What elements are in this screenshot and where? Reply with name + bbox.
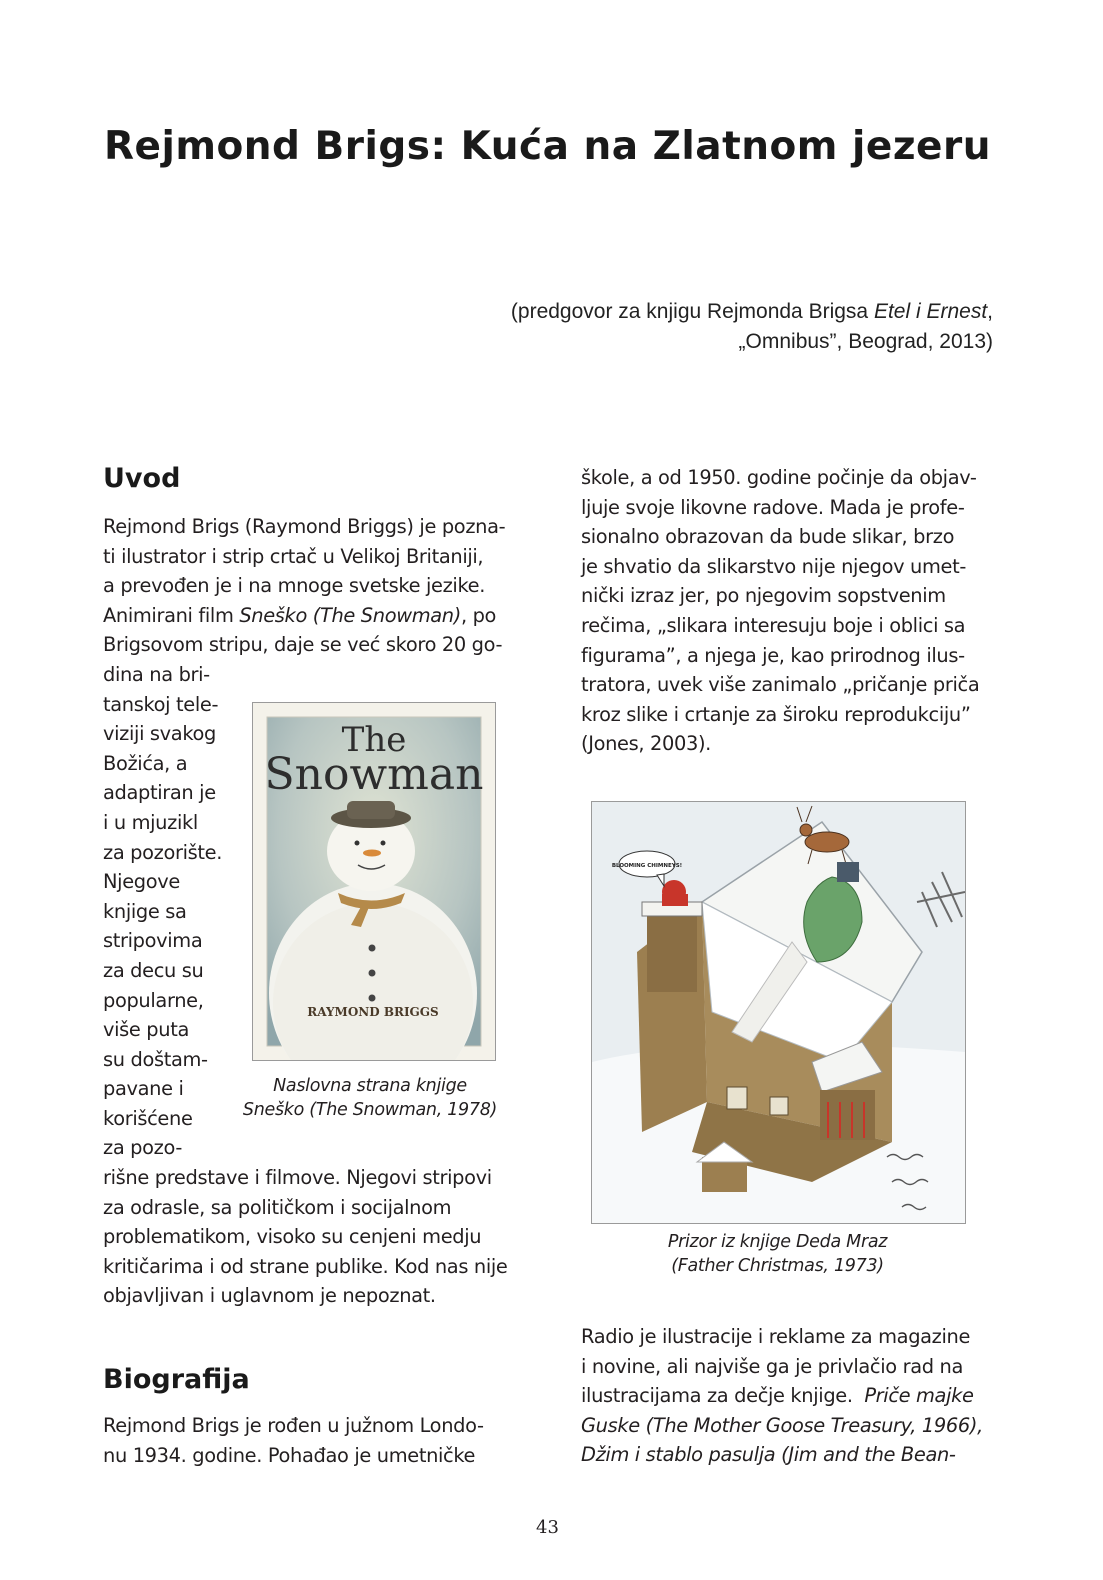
text-line: ilustracijama za dečje knjige. Priče majke <box>581 1384 974 1408</box>
text-line: Rejmond Brigs (Raymond Briggs) je pozna- <box>103 515 506 538</box>
page-title: Rejmond Brigs: Kuća na Zlatnom jezeru <box>104 124 991 169</box>
text-line: pavane i <box>103 1077 184 1101</box>
figure2-caption <box>581 1230 974 1278</box>
figure1-caption <box>240 1074 500 1122</box>
text-line: kroz slike i crtanje za široku reprodukciju” <box>581 702 971 726</box>
text-line: stripovima <box>103 929 203 953</box>
figure1-caption-line2: Sneško (The Snowman, 1978) <box>242 1100 498 1120</box>
figure2-caption-line2: (Father Christmas, 1973) <box>671 1256 884 1276</box>
text-line: Radio je ilustracije i reklame za magazine <box>581 1325 971 1348</box>
speech-bubble-text: BLOOMING CHIMNEYS! <box>611 863 683 869</box>
text-line: korišćene <box>103 1106 193 1130</box>
text-line: nu 1934. godine. Pohađao je umetničke <box>103 1443 476 1467</box>
biography-paragraph <box>103 1411 533 1470</box>
text-line: ljuje svoje likovne radove. Mada je profe- <box>581 495 965 519</box>
subtitle-publisher: „Omnibus”, Beograd, 2013) <box>738 330 993 353</box>
text-line: nički izraz jer, po njegovim sopstvenim <box>581 584 946 608</box>
text-line: za pozorište. <box>103 840 223 864</box>
cover-title-snowman: Snowman <box>264 749 484 800</box>
text-line: Božića, a <box>103 751 188 775</box>
text-line: je shvatio da slikarstvo nije njegov umet- <box>581 554 967 578</box>
text-line: više puta <box>103 1018 189 1042</box>
text-line: tanskoj tele- <box>103 692 219 716</box>
text-line: objavljivan i uglavnom je nepoznat. <box>103 1284 436 1308</box>
text-line: sionalno obrazovan da bude slikar, brzo <box>581 525 955 549</box>
text-line: popularne, <box>103 988 204 1012</box>
text-line: ti ilustrator i strip crtač u Velikoj Britaniji, <box>103 544 484 568</box>
text-line: knjige sa <box>103 899 187 923</box>
text-line: za pozo- <box>103 1136 182 1160</box>
intro-heading: Uvod <box>103 463 181 494</box>
text-line: i novine, ali najviše ga je privlačio rad na <box>581 1354 963 1378</box>
text-line: rišne predstave i filmove. Njegovi stripovi <box>103 1166 492 1190</box>
figure2-caption-line1: Prizor iz knjige Deda Mraz <box>667 1232 888 1252</box>
text-line: figurama”, a njega je, kao prirodnog ilus- <box>581 643 965 667</box>
text-line: i u mjuzikl <box>103 810 198 834</box>
father-christmas-image <box>591 801 966 1224</box>
cover-title-the: The <box>341 720 407 760</box>
text-line: Njegove <box>103 870 180 894</box>
text-line: za odrasle, sa političkom i socijalnom <box>103 1195 452 1219</box>
snowman-cover-art <box>253 703 495 1060</box>
text-line: viziji svakog <box>103 722 216 746</box>
snowman-title-italic: Sneško (The Snowman) <box>239 603 461 627</box>
subtitle <box>373 297 993 357</box>
text-line: tratora, uvek više zanimalo „pričanje priča <box>581 673 980 697</box>
snowman-cover-image <box>252 702 496 1061</box>
text-line: kritičarima i od strane publike. Kod nas nije <box>103 1254 508 1278</box>
biography-heading: Biografija <box>103 1364 250 1395</box>
subtitle-comma: , <box>987 300 993 323</box>
subtitle-text: (predgovor za knjigu Rejmonda Brigsa <box>510 300 874 323</box>
subtitle-book-title: Etel i Ernest <box>873 300 988 323</box>
text-line: škole, a od 1950. godine počinje da objav- <box>581 466 977 489</box>
text-line: (Jones, 2003). <box>581 732 711 756</box>
figure1-caption-line1: Naslovna strana knjige <box>273 1076 467 1096</box>
text-line: problematikom, visoko su cenjeni medju <box>103 1225 482 1249</box>
text-line: Animirani film Sneško (The Snowman), po <box>103 603 497 627</box>
text-line: Brigsovom stripu, daje se već skoro 20 go- <box>103 633 503 657</box>
page-number: 43 <box>536 1517 559 1538</box>
text-line: Džim i stablo pasulja (Jim and the Bean- <box>581 1443 956 1467</box>
text-line: Rejmond Brigs je rođen u južnom Londo- <box>103 1414 484 1437</box>
text-line: Guske (The Mother Goose Treasury, 1966), <box>581 1413 983 1437</box>
column2-bottom-paragraph <box>581 1322 1001 1470</box>
father-christmas-art <box>592 802 965 1223</box>
text-line: rečima, „slikara interesuju boje i oblici sa <box>581 613 966 637</box>
cover-author: RAYMOND BRIGGS <box>307 1005 439 1019</box>
column2-top-paragraph <box>581 463 1001 759</box>
text-line: za decu su <box>103 958 204 982</box>
text-line: su doštam- <box>103 1047 208 1071</box>
book-title-italic: Priče majke <box>864 1384 974 1408</box>
text-line: a prevođen je i na mnoge svetske jezike. <box>103 574 486 598</box>
text-line: dina na bri- <box>103 662 210 686</box>
text-line: adaptiran je <box>103 781 216 805</box>
